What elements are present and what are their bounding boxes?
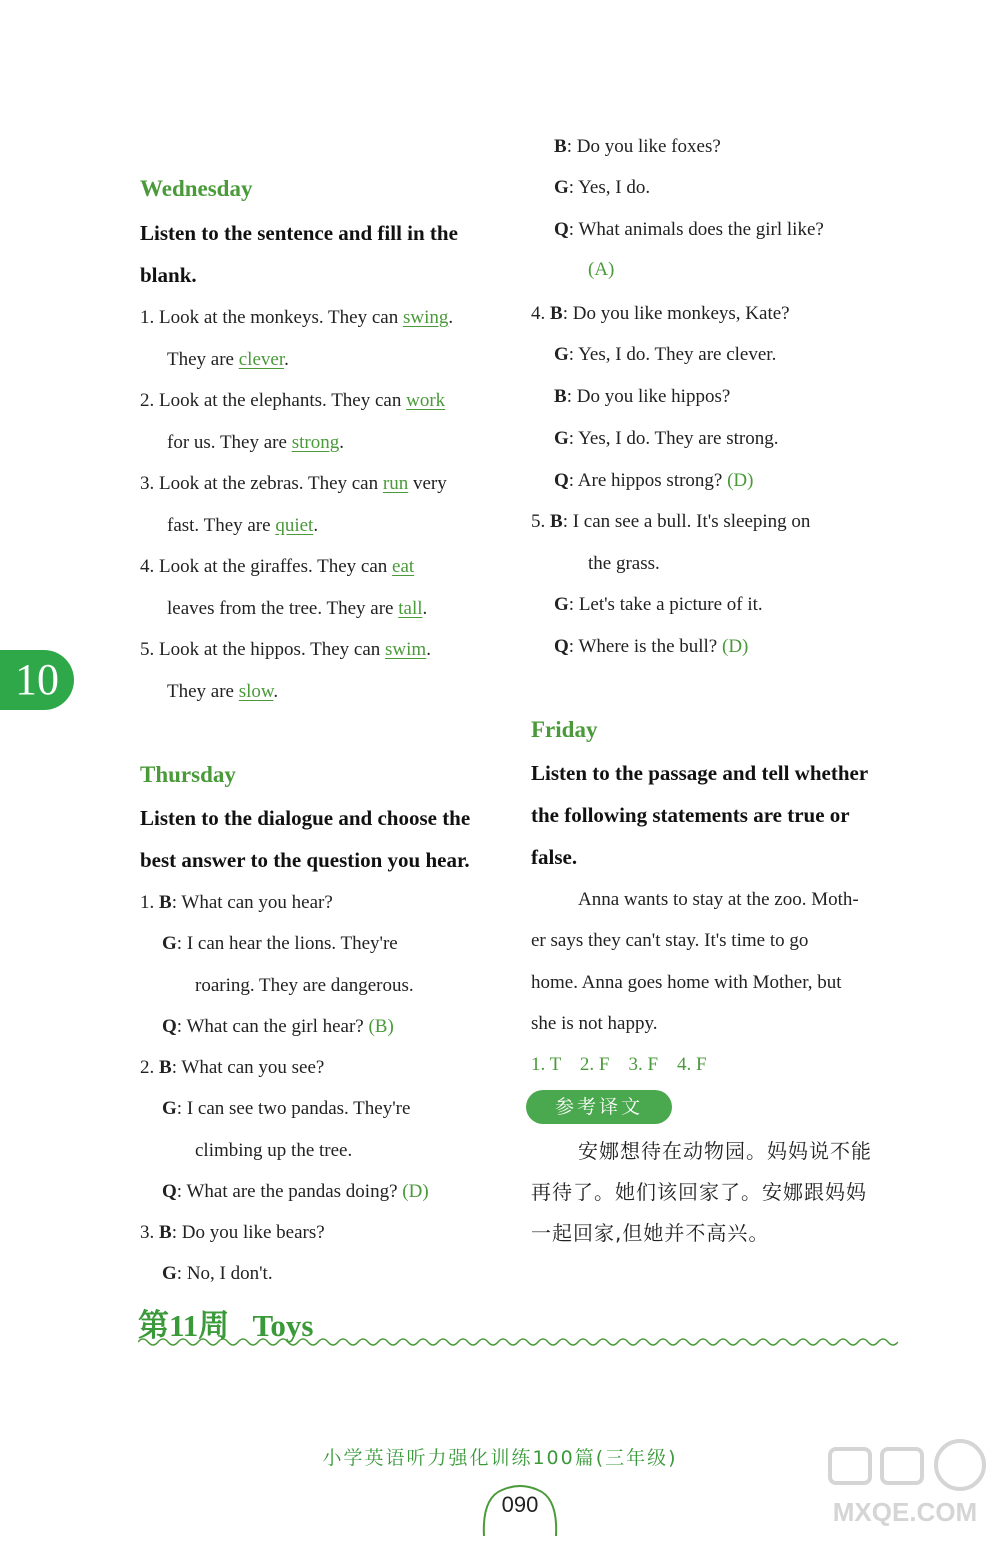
speaker-label: Q: [554, 219, 569, 240]
question-text: What animals does the girl like?: [578, 219, 824, 240]
blank-answer: tall: [398, 598, 423, 619]
answer-choice: (A): [588, 259, 615, 280]
blank-answer: quiet: [275, 515, 314, 536]
dialogue-line: [554, 342, 776, 368]
speaker-separator: :: [568, 428, 575, 449]
sentence-text: Look at the elephants. They can: [159, 390, 407, 411]
item-number: 2.: [140, 1057, 155, 1078]
sentence-text: for us. They are: [167, 432, 292, 453]
sentence-text: They are: [167, 349, 239, 370]
dialogue-line: [554, 175, 650, 201]
dialogue-line: [531, 301, 790, 327]
dialogue-text: Do you like monkeys, Kate?: [572, 303, 790, 324]
blank-answer: eat: [392, 556, 415, 577]
dialogue-line: [554, 592, 763, 618]
item-number: 3.: [140, 473, 155, 494]
dialogue-text: What can you see?: [181, 1057, 325, 1078]
dialogue-text: I can hear the lions. They're: [186, 933, 398, 954]
wavy-divider: [138, 1336, 898, 1348]
item-number: 5.: [531, 511, 546, 532]
item-number: 2.: [140, 390, 155, 411]
speaker-separator: :: [176, 1098, 183, 1119]
list-item: [140, 471, 447, 497]
dialogue-line: [554, 134, 721, 160]
thursday-heading: Thursday: [140, 762, 236, 787]
question-line: [554, 468, 754, 494]
speaker-label: B: [550, 511, 563, 532]
blank-answer: work: [406, 390, 446, 411]
reference-translation-badge: 参考译文: [526, 1090, 672, 1124]
list-item-cont: [167, 596, 427, 622]
translation-line: 安娜想待在动物园。妈妈说不能: [578, 1139, 872, 1163]
watermark-text: MXQE.COM: [832, 1497, 978, 1527]
blank-answer: swim: [385, 639, 427, 660]
answer-choice: (B): [368, 1016, 394, 1037]
blank-answer: slow: [238, 681, 274, 702]
speaker-label: G: [162, 933, 177, 954]
sentence-text: .: [284, 349, 289, 370]
sentence-text: Look at the hippos. They can: [159, 639, 386, 660]
wednesday-instruction: Listen to the sentence and fill in the: [140, 221, 458, 245]
watermark-logo-icon: [820, 1435, 990, 1497]
sentence-text: Look at the giraffes. They can: [159, 556, 393, 577]
list-item-cont: [167, 513, 318, 539]
speaker-separator: :: [176, 933, 183, 954]
dialogue-line: [140, 1055, 324, 1081]
book-title-footer: 小学英语听力强化训练100篇(三年级): [322, 1447, 678, 1469]
dialogue-line-cont: climbing up the tree.: [195, 1140, 353, 1161]
blank-answer: run: [382, 473, 409, 494]
speaker-label: B: [554, 136, 567, 157]
translation-line: 一起回家,但她并不高兴。: [531, 1221, 770, 1245]
week-title: 第11周 Toys: [138, 1308, 314, 1343]
speaker-separator: :: [566, 386, 572, 407]
answer-choice: (D): [727, 470, 754, 491]
question-text: What can the girl hear?: [186, 1016, 364, 1037]
dialogue-line: [554, 426, 778, 452]
dialogue-line: [140, 1220, 325, 1246]
page-number-badge: [470, 1478, 570, 1538]
dialogue-line: [140, 890, 333, 916]
answer-choice: (D): [402, 1181, 429, 1202]
sentence-text: .: [339, 432, 344, 453]
dialogue-text: I can see two pandas. They're: [186, 1098, 411, 1119]
sentence-text: .: [422, 598, 428, 619]
sentence-text: .: [426, 639, 431, 660]
speaker-separator: :: [176, 1181, 183, 1202]
item-number: 5.: [140, 639, 155, 660]
blank-answer: clever: [238, 349, 285, 370]
wednesday-heading: Wednesday: [140, 176, 253, 201]
dialogue-text: Yes, I do. They are clever.: [578, 344, 777, 365]
speaker-label: G: [554, 177, 569, 198]
unit-tab: 10: [0, 650, 74, 710]
sentence-text: leaves from the tree. They are: [167, 598, 399, 619]
speaker-label: B: [554, 386, 567, 407]
passage-line: er says they can't stay. It's time to go: [531, 930, 809, 951]
speaker-separator: :: [176, 1016, 183, 1037]
dialogue-text: Do you like foxes?: [576, 136, 721, 157]
speaker-separator: :: [562, 511, 568, 532]
true-false-answers: 1. T 2. F 3. F 4. F: [531, 1054, 707, 1075]
blank-answer: strong: [291, 432, 340, 453]
passage-line: she is not happy.: [531, 1013, 658, 1034]
dialogue-text: Yes, I do.: [578, 177, 651, 198]
list-item: [140, 554, 414, 580]
passage-line: home. Anna goes home with Mother, but: [531, 972, 842, 993]
speaker-label: Q: [554, 470, 569, 491]
thursday-instruction: Listen to the dialogue and choose the: [140, 806, 471, 830]
thursday-instruction-cont: best answer to the question you hear.: [140, 848, 470, 872]
speaker-label: B: [550, 303, 563, 324]
dialogue-text: What can you hear?: [181, 892, 333, 913]
speaker-label: B: [159, 892, 172, 913]
speaker-separator: :: [171, 1222, 177, 1243]
sentence-text: .: [273, 681, 279, 702]
speaker-separator: :: [171, 1057, 177, 1078]
sentence-text: fast. They are: [167, 515, 276, 536]
list-item-cont: [167, 679, 278, 705]
question-text: Where is the bull?: [578, 636, 718, 657]
dialogue-text: No, I don't.: [186, 1263, 273, 1284]
speaker-separator: :: [568, 636, 575, 657]
speaker-separator: :: [568, 219, 575, 240]
dialogue-line-cont: the grass.: [588, 553, 660, 574]
question-text: What are the pandas doing?: [186, 1181, 398, 1202]
wednesday-instruction-cont: blank.: [140, 263, 197, 287]
speaker-separator: :: [568, 470, 575, 491]
question-line: [554, 217, 824, 243]
friday-heading: Friday: [531, 717, 598, 742]
passage-line: Anna wants to stay at the zoo. Moth-: [578, 889, 859, 910]
translation-line: 再待了。她们该回家了。安娜跟妈妈: [531, 1180, 867, 1204]
item-number: 3.: [140, 1222, 155, 1243]
dialogue-line: [531, 509, 810, 535]
item-number: 1.: [140, 892, 155, 913]
dialogue-text: I can see a bull. It's sleeping on: [572, 511, 811, 532]
speaker-label: G: [554, 594, 569, 615]
page-number: 090: [501, 1492, 539, 1517]
speaker-separator: :: [171, 892, 177, 913]
list-item: [140, 637, 431, 663]
question-line: [554, 634, 748, 660]
watermark: [820, 1435, 990, 1535]
dialogue-line-cont: roaring. They are dangerous.: [195, 975, 414, 996]
speaker-label: Q: [162, 1181, 177, 1202]
item-number: 4.: [531, 303, 546, 324]
speaker-label: B: [159, 1222, 172, 1243]
friday-instruction-cont: the following statements are true or: [531, 803, 850, 827]
list-item: [140, 388, 445, 414]
blank-answer: swing: [402, 307, 449, 328]
friday-instruction: Listen to the passage and tell whether: [531, 761, 869, 785]
dialogue-text: Yes, I do. They are strong.: [578, 428, 779, 449]
list-item-cont: [167, 347, 289, 373]
sentence-text: .: [448, 307, 454, 328]
sentence-text: very: [408, 473, 447, 494]
dialogue-line: [162, 1261, 273, 1287]
speaker-label: Q: [162, 1016, 177, 1037]
friday-instruction-cont: false.: [531, 845, 578, 869]
speaker-label: B: [159, 1057, 172, 1078]
sentence-text: They are: [167, 681, 239, 702]
question-line: [162, 1179, 429, 1205]
dialogue-line: [554, 384, 730, 410]
sentence-text: .: [313, 515, 319, 536]
speaker-label: Q: [554, 636, 569, 657]
speaker-separator: :: [568, 344, 575, 365]
speaker-label: G: [554, 428, 569, 449]
speaker-separator: :: [566, 136, 572, 157]
speaker-separator: :: [568, 594, 575, 615]
speaker-label: G: [554, 344, 569, 365]
dialogue-text: Do you like hippos?: [576, 386, 731, 407]
question-line: [162, 1014, 394, 1040]
dialogue-line: [162, 931, 398, 957]
sentence-text: Look at the zebras. They can: [159, 473, 383, 494]
dialogue-line: [162, 1096, 410, 1122]
speaker-separator: :: [176, 1263, 183, 1284]
list-item: [140, 305, 453, 331]
sentence-text: Look at the monkeys. They can: [159, 307, 403, 328]
speaker-label: G: [162, 1263, 177, 1284]
answer-choice: (D): [722, 636, 749, 657]
item-number: 1.: [140, 307, 155, 328]
item-number: 4.: [140, 556, 155, 577]
dialogue-text: Let's take a picture of it.: [578, 594, 763, 615]
list-item-cont: [167, 430, 344, 456]
speaker-label: G: [162, 1098, 177, 1119]
speaker-separator: :: [568, 177, 575, 198]
question-text: Are hippos strong?: [577, 470, 723, 491]
speaker-separator: :: [562, 303, 568, 324]
dialogue-text: Do you like bears?: [181, 1222, 325, 1243]
